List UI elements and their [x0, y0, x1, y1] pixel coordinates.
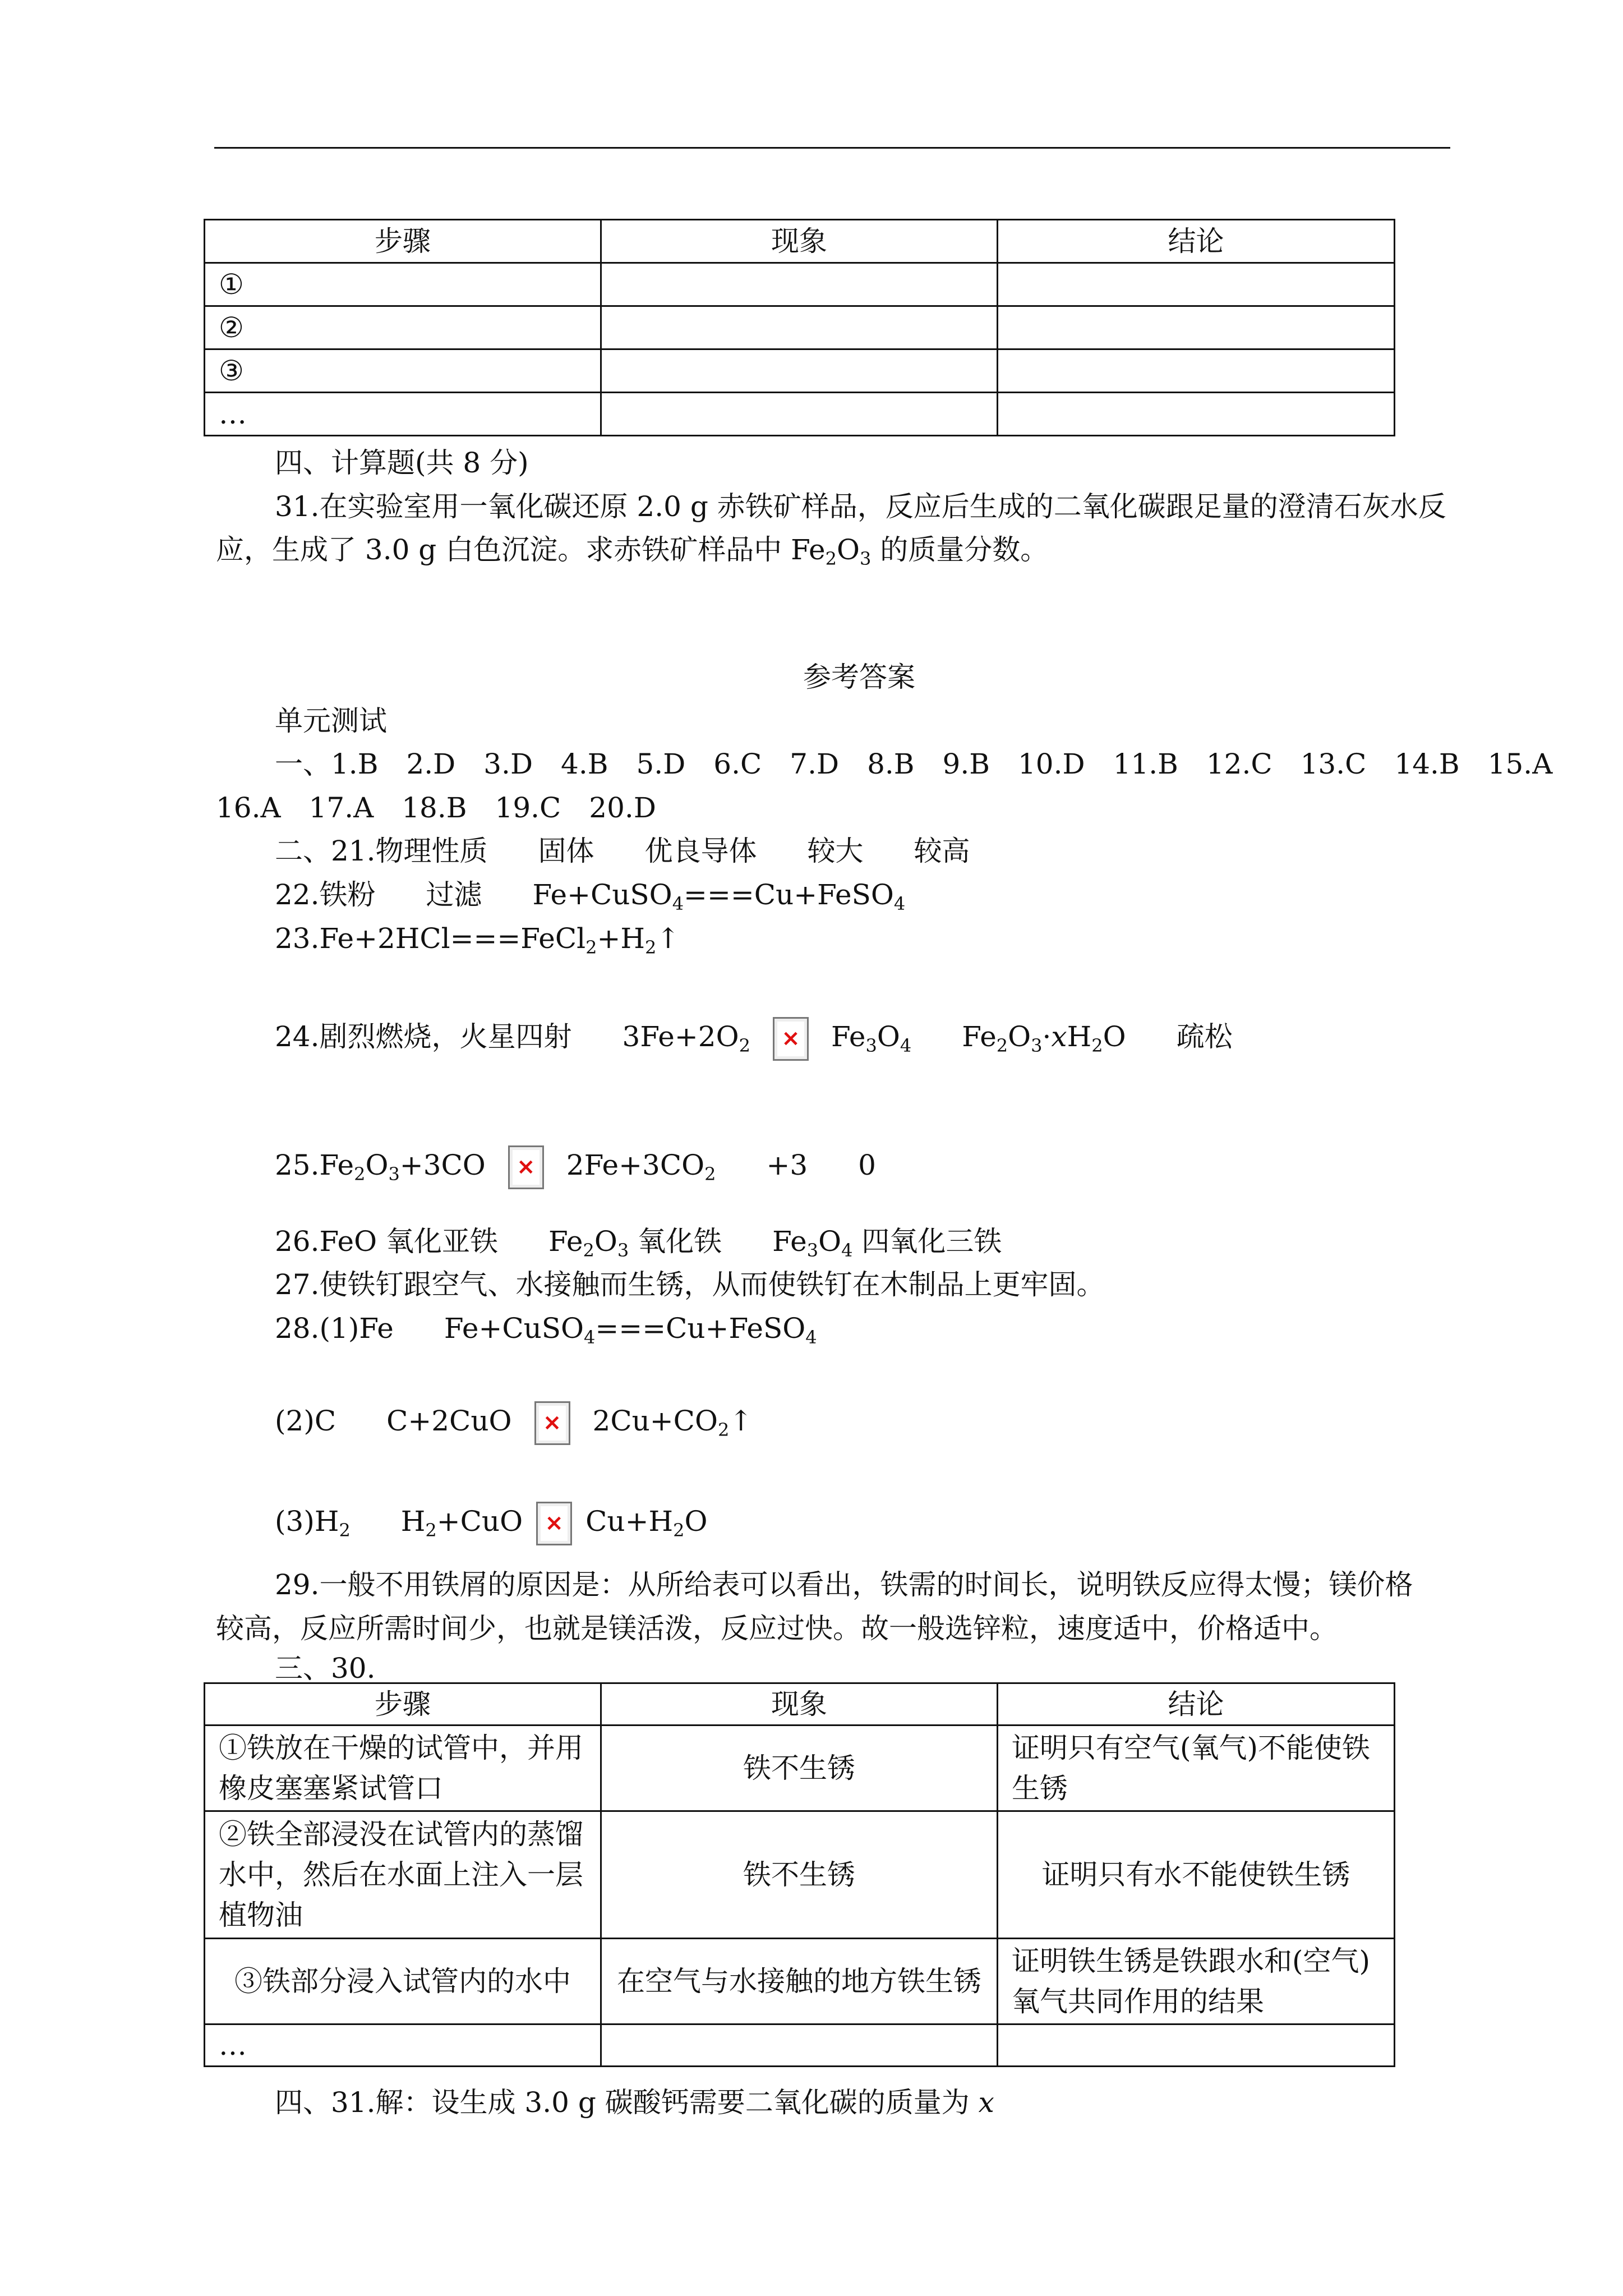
conclusion-cell — [998, 2024, 1395, 2067]
mc-answer: 5.D — [636, 748, 686, 780]
answer-25: $25.Fe_2O_3+3CO$ × $2Fe+3CO_2 +3$ 0 — [275, 1145, 876, 1189]
answer-22: 22.铁粉 过滤 Fe+CuSO$_4$===Cu+FeSO$_4$ — [275, 878, 906, 914]
phenomenon-cell — [601, 2024, 998, 2067]
mc-answer: 10.D — [1017, 748, 1085, 780]
mc-answer: 18.B — [402, 792, 467, 824]
answer-27: 27.使铁钉跟空气、水接触而生锈，从而使铁钉在木制品上更牢固。 — [275, 1268, 1105, 1301]
table-row — [205, 1939, 1395, 2024]
table-row — [205, 2024, 1395, 2067]
answer-29-line2: 较高，反应所需时间少，也就是镁活泼，反应过快。故一般选锌粒，速度适中，价格适中。 — [216, 1612, 1338, 1645]
mc-answer: 9.B — [942, 748, 990, 780]
mc-answer: 4.B — [561, 748, 608, 780]
mc-answer: 15.A — [1487, 748, 1553, 780]
broken-image-icon: × — [508, 1145, 544, 1189]
broken-image-icon: × — [534, 1401, 570, 1445]
phenomenon-cell — [601, 393, 998, 436]
answer-28-2: (2)C C+2CuO × $2Cu+CO_2↑$ — [275, 1401, 753, 1445]
mc-answers-line1: 一、1.B 2.D 3.D 4.B 5.D 6.C 7.D 8.B 9.B 10.D 11.B 12.C 13.C 14.B 15.A — [275, 748, 1553, 780]
phenomenon-cell — [601, 263, 998, 306]
conclusion-cell — [998, 306, 1395, 349]
step-cell: ②铁全部浸没在试管内的蒸馏水中，然后在水面上注入一层植物油 — [205, 1811, 601, 1939]
header-conclusion: 结论 — [998, 1683, 1395, 1726]
header-step: 步骤 — [205, 220, 601, 263]
step-cell: ③铁部分浸入试管内的水中 — [205, 1939, 601, 2024]
header-phenomenon: 现象 — [601, 220, 998, 263]
broken-image-icon: × — [773, 1017, 809, 1061]
gas-arrow-icon: ↑ — [656, 922, 680, 955]
gas-arrow-icon: ↑ — [729, 1405, 753, 1437]
phenomenon-cell: 在空气与水接触的地方铁生锈 — [601, 1939, 998, 2024]
phenomenon-cell — [601, 306, 998, 349]
conclusion-cell: 证明铁生锈是铁跟水和(空气)氧气共同作用的结果 — [998, 1939, 1395, 2024]
table-row — [205, 1726, 1395, 1811]
conclusion-cell: 证明只有空气(氧气)不能使铁生锈 — [998, 1726, 1395, 1811]
conclusion-cell — [998, 393, 1395, 436]
section-heading-calc: 四、计算题(共 8 分) — [275, 447, 529, 479]
mc-answer: 2.D — [406, 748, 456, 780]
table-row — [205, 263, 1395, 306]
answer-31-start: 四、31.解：设生成 3.0 g 碳酸钙需要二氧化碳的质量为 x — [275, 2086, 994, 2119]
header-rule — [214, 147, 1450, 149]
answer-24: 24.剧烈燃烧，火星四射 $3Fe+2O_2$ × $Fe_3O_4$ $Fe_2O_3\cdot xH_2O$ 疏松 — [275, 1017, 1233, 1061]
answer-28-3: $(3)H_2$ $H_2+CuO$ × $Cu+H_2O$ — [275, 1502, 707, 1545]
mc-answer: 13.C — [1300, 748, 1367, 780]
mc-answer: 6.C — [713, 748, 762, 780]
answer-28-1: 28.(1)Fe Fe+CuSO$_4$===Cu+FeSO$_4$ — [275, 1312, 817, 1348]
conclusion-cell — [998, 349, 1395, 393]
experiment-table-answer — [204, 1682, 1395, 2067]
phenomenon-cell: 铁不生锈 — [601, 1726, 998, 1811]
question-31-line1: 31.在实验室用一氧化碳还原 2.0 g 赤铁矿样品，反应后生成的二氧化碳跟足量的澄清石灰水反 — [275, 490, 1446, 523]
mc-answer: 19.C — [495, 792, 561, 824]
table-header-row — [205, 220, 1395, 263]
step-cell: ①铁放在干燥的试管中，并用橡皮塞塞紧试管口 — [205, 1726, 601, 1811]
mc-answer: 12.C — [1206, 748, 1272, 780]
header-phenomenon: 现象 — [601, 1683, 998, 1726]
table-row — [205, 349, 1395, 393]
unit-test-label: 单元测试 — [275, 705, 387, 737]
answer-26: 26.FeO 氧化亚铁 $Fe_2O_3$ 氧化铁 $Fe_3O_4$ 四氧化三铁 — [275, 1225, 1002, 1261]
question-31-line2: 应，生成了 3.0 g 白色沉淀。求赤铁矿样品中 $Fe_2O_3$ 的质量分数。 — [216, 533, 1049, 569]
experiment-table-blank — [204, 219, 1395, 436]
step-cell: ① — [205, 263, 601, 306]
phenomenon-cell: 铁不生锈 — [601, 1811, 998, 1939]
mc-answer: 16.A — [216, 792, 281, 824]
answer-30-label: 三、30. — [275, 1652, 376, 1685]
conclusion-cell — [998, 263, 1395, 306]
answer-21: 二、21.物理性质 固体 优良导体 较大 较高 — [275, 835, 970, 867]
mc-answer: 14.B — [1394, 748, 1460, 780]
mc-answers-line2 — [216, 791, 656, 825]
answer-23: $23.Fe+2HCl===FeCl_2+H_2↑$ — [275, 922, 680, 958]
mc-answer: 11.B — [1113, 748, 1178, 780]
mc-answer: 1.B — [331, 748, 379, 780]
step-cell: … — [205, 2024, 601, 2067]
conclusion-cell: 证明只有水不能使铁生锈 — [998, 1811, 1395, 1939]
mc-answer: 8.B — [867, 748, 915, 780]
header-step: 步骤 — [205, 1683, 601, 1726]
table-row — [205, 306, 1395, 349]
mc-answer: 3.D — [483, 748, 533, 780]
step-cell: … — [205, 393, 601, 436]
header-conclusion: 结论 — [998, 220, 1395, 263]
mc-answer: 7.D — [790, 748, 840, 780]
phenomenon-cell — [601, 349, 998, 393]
step-cell: ② — [205, 306, 601, 349]
table-header-row — [205, 1683, 1395, 1726]
mc-answer: 20.D — [589, 792, 656, 824]
table-row — [205, 393, 1395, 436]
step-cell: ③ — [205, 349, 601, 393]
broken-image-icon: × — [536, 1502, 572, 1545]
answers-title: 参考答案 — [803, 661, 915, 693]
table-row — [205, 1811, 1395, 1939]
answer-29-line1: 29.一般不用铁屑的原因是：从所给表可以看出，铁需的时间长，说明铁反应得太慢；镁价格 — [275, 1568, 1413, 1601]
mc-answer: 17.A — [308, 792, 374, 824]
